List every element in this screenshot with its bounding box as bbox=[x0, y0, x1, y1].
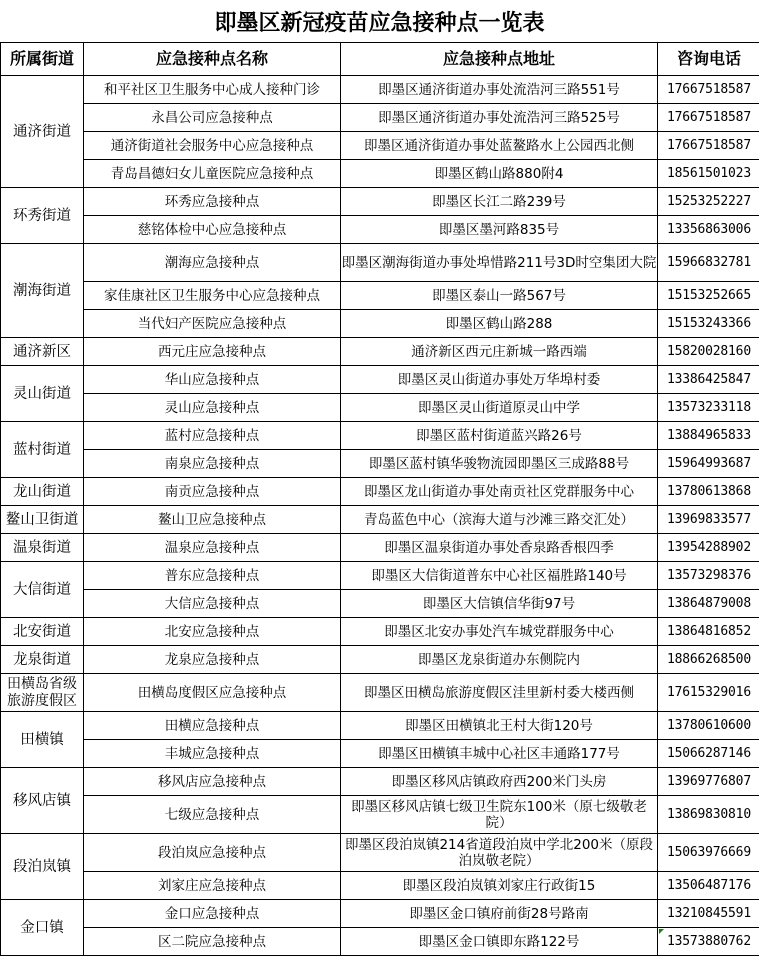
site-name-cell: 永昌公司应急接种点 bbox=[84, 104, 341, 132]
table-body bbox=[1, 76, 759, 956]
table-row bbox=[1, 796, 759, 834]
address-cell: 即墨区移风店镇七级卫生院东100米（原七级敬老院） bbox=[341, 796, 658, 834]
table-row bbox=[1, 768, 759, 796]
table-row bbox=[1, 76, 759, 104]
street-cell: 通济新区 bbox=[1, 338, 84, 366]
street-cell: 龙泉街道 bbox=[1, 646, 84, 674]
column-header-address: 应急接种点地址 bbox=[341, 43, 658, 76]
phone-cell: 13884965833 bbox=[658, 422, 759, 450]
table-row bbox=[1, 132, 759, 160]
address-cell: 通济新区西元庄新城一路西端 bbox=[341, 338, 658, 366]
table-row bbox=[1, 366, 759, 394]
table-row bbox=[1, 872, 759, 900]
table-header-row bbox=[1, 43, 759, 76]
table-row bbox=[1, 282, 759, 310]
phone-cell: 15153243366 bbox=[658, 310, 759, 338]
phone-cell: 18866268500 bbox=[658, 646, 759, 674]
street-cell: 金口镇 bbox=[1, 900, 84, 956]
site-name-cell: 南贡应急接种点 bbox=[84, 478, 341, 506]
phone-cell: 13954288902 bbox=[658, 534, 759, 562]
street-cell: 大信街道 bbox=[1, 562, 84, 618]
phone-cell: 17615329016 bbox=[658, 674, 759, 712]
site-name-cell: 温泉应急接种点 bbox=[84, 534, 341, 562]
column-header-site-name: 应急接种点名称 bbox=[84, 43, 341, 76]
address-cell: 即墨区长江二路239号 bbox=[341, 188, 658, 216]
site-name-cell: 七级应急接种点 bbox=[84, 796, 341, 834]
address-cell: 即墨区北安办事处汽车城党群服务中心 bbox=[341, 618, 658, 646]
table-row bbox=[1, 450, 759, 478]
site-name-cell: 南泉应急接种点 bbox=[84, 450, 341, 478]
street-cell: 温泉街道 bbox=[1, 534, 84, 562]
site-name-cell: 灵山应急接种点 bbox=[84, 394, 341, 422]
address-cell: 即墨区蓝村街道蓝兴路26号 bbox=[341, 422, 658, 450]
address-cell: 即墨区大信街道普东中心社区福胜路140号 bbox=[341, 562, 658, 590]
site-name-cell: 潮海应急接种点 bbox=[84, 244, 341, 282]
site-name-cell: 环秀应急接种点 bbox=[84, 188, 341, 216]
table-row bbox=[1, 834, 759, 872]
phone-cell: 13780610600 bbox=[658, 712, 759, 740]
phone-cell: 15253252227 bbox=[658, 188, 759, 216]
site-name-cell: 普东应急接种点 bbox=[84, 562, 341, 590]
table-row bbox=[1, 216, 759, 244]
table-row bbox=[1, 506, 759, 534]
phone-cell: 13969833577 bbox=[658, 506, 759, 534]
site-name-cell: 田横应急接种点 bbox=[84, 712, 341, 740]
address-cell: 即墨区田横镇北王村大街120号 bbox=[341, 712, 658, 740]
phone-cell: 13864816852 bbox=[658, 618, 759, 646]
table-row bbox=[1, 740, 759, 768]
phone-cell: 13969776807 bbox=[658, 768, 759, 796]
site-name-cell: 当代妇产医院应急接种点 bbox=[84, 310, 341, 338]
site-name-cell: 田横岛度假区应急接种点 bbox=[84, 674, 341, 712]
street-cell: 环秀街道 bbox=[1, 188, 84, 244]
phone-cell: 13869830810 bbox=[658, 796, 759, 834]
street-cell: 通济街道 bbox=[1, 76, 84, 188]
phone-cell: 15153252665 bbox=[658, 282, 759, 310]
street-cell: 龙山街道 bbox=[1, 478, 84, 506]
address-cell: 即墨区灵山街道原灵山中学 bbox=[341, 394, 658, 422]
phone-cell: 18561501023 bbox=[658, 160, 759, 188]
phone-cell: 17667518587 bbox=[658, 76, 759, 104]
street-cell: 灵山街道 bbox=[1, 366, 84, 422]
address-cell: 即墨区灵山街道办事处万华埠村委 bbox=[341, 366, 658, 394]
address-cell: 即墨区通济街道办事处流浩河三路551号 bbox=[341, 76, 658, 104]
address-cell: 即墨区田横岛旅游度假区洼里新村委大楼西侧 bbox=[341, 674, 658, 712]
table-row bbox=[1, 928, 759, 956]
table-row bbox=[1, 188, 759, 216]
site-name-cell: 金口应急接种点 bbox=[84, 900, 341, 928]
street-cell: 田横岛省级旅游度假区 bbox=[1, 674, 84, 712]
address-cell: 即墨区金口镇即东路122号 bbox=[341, 928, 658, 956]
address-cell: 即墨区墨河路835号 bbox=[341, 216, 658, 244]
table-row bbox=[1, 534, 759, 562]
phone-cell: 13780613868 bbox=[658, 478, 759, 506]
phone-cell: 13864879008 bbox=[658, 590, 759, 618]
phone-cell: 15066287146 bbox=[658, 740, 759, 768]
site-name-cell: 华山应急接种点 bbox=[84, 366, 341, 394]
table-row bbox=[1, 310, 759, 338]
phone-cell: 15063976669 bbox=[658, 834, 759, 872]
table-row bbox=[1, 712, 759, 740]
address-cell: 即墨区龙泉街道办东侧院内 bbox=[341, 646, 658, 674]
street-cell: 田横镇 bbox=[1, 712, 84, 768]
street-cell: 蓝村街道 bbox=[1, 422, 84, 478]
street-cell: 移风店镇 bbox=[1, 768, 84, 834]
phone-cell: 13356863006 bbox=[658, 216, 759, 244]
street-cell: 段泊岚镇 bbox=[1, 834, 84, 900]
street-cell: 鳌山卫街道 bbox=[1, 506, 84, 534]
site-name-cell: 和平社区卫生服务中心成人接种门诊 bbox=[84, 76, 341, 104]
address-cell: 即墨区通济街道办事处流浩河三路525号 bbox=[341, 104, 658, 132]
phone-cell: 13210845591 bbox=[658, 900, 759, 928]
phone-cell: 13573880762 bbox=[658, 928, 759, 956]
phone-cell: 15820028160 bbox=[658, 338, 759, 366]
column-header-street: 所属街道 bbox=[1, 43, 84, 76]
site-name-cell: 北安应急接种点 bbox=[84, 618, 341, 646]
table-row bbox=[1, 478, 759, 506]
address-cell: 即墨区移风店镇政府西200米门头房 bbox=[341, 768, 658, 796]
site-name-cell: 大信应急接种点 bbox=[84, 590, 341, 618]
address-cell: 即墨区鹤山路880附4 bbox=[341, 160, 658, 188]
site-name-cell: 移风店应急接种点 bbox=[84, 768, 341, 796]
address-cell: 即墨区鹤山路288 bbox=[341, 310, 658, 338]
cell-comment-marker bbox=[659, 929, 664, 934]
site-name-cell: 丰城应急接种点 bbox=[84, 740, 341, 768]
site-name-cell: 段泊岚应急接种点 bbox=[84, 834, 341, 872]
column-header-phone: 咨询电话 bbox=[658, 43, 759, 76]
site-name-cell: 鳌山卫应急接种点 bbox=[84, 506, 341, 534]
phone-cell: 13573298376 bbox=[658, 562, 759, 590]
vaccination-sites-table bbox=[0, 42, 759, 956]
site-name-cell: 西元庄应急接种点 bbox=[84, 338, 341, 366]
street-cell: 潮海街道 bbox=[1, 244, 84, 338]
site-name-cell: 刘家庄应急接种点 bbox=[84, 872, 341, 900]
table-row bbox=[1, 590, 759, 618]
table-row bbox=[1, 646, 759, 674]
table-row bbox=[1, 900, 759, 928]
phone-cell: 13573233118 bbox=[658, 394, 759, 422]
address-cell: 即墨区泰山一路567号 bbox=[341, 282, 658, 310]
phone-cell: 17667518587 bbox=[658, 104, 759, 132]
site-name-cell: 青岛昌德妇女儿童医院应急接种点 bbox=[84, 160, 341, 188]
table-row bbox=[1, 422, 759, 450]
table-row bbox=[1, 244, 759, 282]
address-cell: 即墨区大信镇信华街97号 bbox=[341, 590, 658, 618]
address-cell: 即墨区潮海街道办事处埠惜路211号3D时空集团大院 bbox=[341, 244, 658, 282]
phone-cell: 13386425847 bbox=[658, 366, 759, 394]
page-title: 即墨区新冠疫苗应急接种点一览表 bbox=[214, 9, 545, 36]
address-cell: 即墨区段泊岚镇刘家庄行政街15 bbox=[341, 872, 658, 900]
phone-cell: 15966832781 bbox=[658, 244, 759, 282]
address-cell: 即墨区通济街道办事处蓝鳌路水上公园西北侧 bbox=[341, 132, 658, 160]
address-cell: 即墨区田横镇丰城中心社区丰通路177号 bbox=[341, 740, 658, 768]
table-row bbox=[1, 562, 759, 590]
table-row bbox=[1, 104, 759, 132]
site-name-cell: 家佳康社区卫生服务中心应急接种点 bbox=[84, 282, 341, 310]
phone-cell: 13506487176 bbox=[658, 872, 759, 900]
table-row bbox=[1, 394, 759, 422]
table-row bbox=[1, 618, 759, 646]
site-name-cell: 龙泉应急接种点 bbox=[84, 646, 341, 674]
site-name-cell: 慈铭体检中心应急接种点 bbox=[84, 216, 341, 244]
site-name-cell: 通济街道社会服务中心应急接种点 bbox=[84, 132, 341, 160]
address-cell: 即墨区蓝村镇华骏物流园即墨区三成路88号 bbox=[341, 450, 658, 478]
address-cell: 即墨区段泊岚镇214省道段泊岚中学北200米（原段泊岚敬老院） bbox=[341, 834, 658, 872]
address-cell: 即墨区温泉街道办事处香泉路香根四季 bbox=[341, 534, 658, 562]
table-row bbox=[1, 160, 759, 188]
phone-cell: 17667518587 bbox=[658, 132, 759, 160]
address-cell: 即墨区龙山街道办事处南贡社区党群服务中心 bbox=[341, 478, 658, 506]
table-row bbox=[1, 674, 759, 712]
table-row bbox=[1, 338, 759, 366]
site-name-cell: 区二院应急接种点 bbox=[84, 928, 341, 956]
address-cell: 即墨区金口镇府前街28号路南 bbox=[341, 900, 658, 928]
phone-cell: 15964993687 bbox=[658, 450, 759, 478]
site-name-cell: 蓝村应急接种点 bbox=[84, 422, 341, 450]
street-cell: 北安街道 bbox=[1, 618, 84, 646]
address-cell: 青岛蓝色中心（滨海大道与沙滩三路交汇处） bbox=[341, 506, 658, 534]
